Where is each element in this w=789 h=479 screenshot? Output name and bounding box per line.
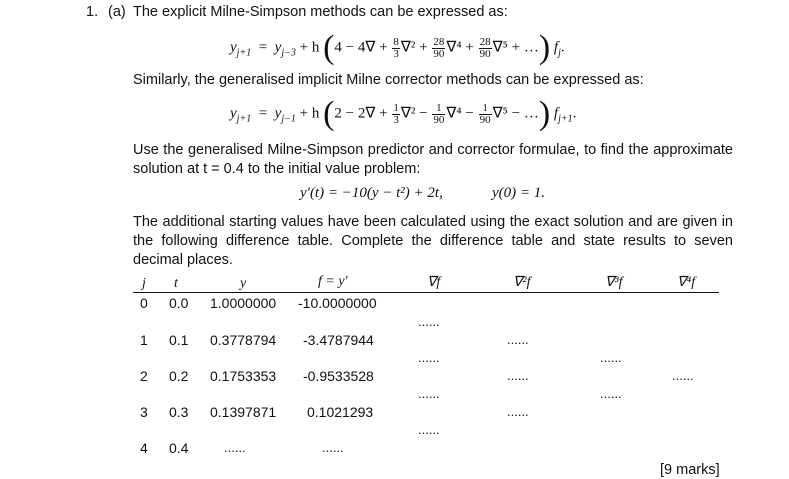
similarly-text: Similarly, the generalised implicit Milne corrector methods can be expressed as: <box>133 72 644 88</box>
header-nabla4-f: ∇⁴f <box>677 275 696 290</box>
row3-t: 0.3 <box>169 404 189 420</box>
header-nabla2-f: ∇²f <box>513 275 531 290</box>
use-text: Use the generalised Milne-Simpson predictor and corrector formulae, to find the approximate solution at t = 0.4 to the initial value problem: <box>133 142 733 177</box>
row1-j: 1 <box>140 332 148 348</box>
row2-t: 0.2 <box>169 368 189 384</box>
marks-label: [9 marks] <box>660 462 720 478</box>
row3-y: 0.1397871 <box>210 404 277 420</box>
row4-j: 4 <box>140 440 148 456</box>
additional-text: The additional starting values have been calculated using the exact solution and are given in the following difference table. Complete the difference table and state results to seven decimal places. <box>133 214 733 268</box>
header-nabla3-f: ∇³f <box>605 275 623 290</box>
header-y: y <box>240 276 247 291</box>
row2-y: 0.1753353 <box>210 368 277 384</box>
header-j: j <box>142 276 146 291</box>
blank-d4: ...... <box>672 368 694 383</box>
row3-j: 3 <box>140 404 148 420</box>
intro-text: The explicit Milne-Simpson methods can be expressed as: <box>133 4 508 20</box>
row1-y: 0.3778794 <box>210 332 277 348</box>
row4-y: ...... <box>224 440 246 455</box>
row0-t: 0.0 <box>169 295 189 311</box>
blank-d1-01: ...... <box>418 314 440 329</box>
row1-t: 0.1 <box>169 332 189 348</box>
question-number: 1. <box>86 4 99 20</box>
table-header-rule <box>133 292 719 293</box>
blank-d2-1: ...... <box>507 332 529 347</box>
ivp-ode: y′(t) = −10(y − t²) + 2t, <box>300 185 443 201</box>
blank-d3-1: ...... <box>600 350 622 365</box>
header-t: t <box>174 276 178 291</box>
row1-f: -3.4787944 <box>303 332 374 348</box>
row2-f: -0.9533528 <box>303 368 374 384</box>
row0-y: 1.0000000 <box>210 295 277 311</box>
header-nabla-f: ∇f <box>427 275 441 290</box>
row0-j: 0 <box>140 295 148 311</box>
row4-t: 0.4 <box>169 440 189 456</box>
row0-f: -10.0000000 <box>298 295 377 311</box>
blank-d1-23: ...... <box>418 386 440 401</box>
question-part: (a) <box>108 4 126 20</box>
blank-d1-12: ...... <box>418 350 440 365</box>
blank-d2-2: ...... <box>507 368 529 383</box>
blank-d1-34: ...... <box>418 422 440 437</box>
implicit-formula: $y_{j+1} = y_{j-1} + h$ (2 − 2∇ + $\frac{1}{3}$ ∇² − $\frac{1}{90}$ ∇⁴ − $\frac{1}{90}$ ∇⁵ − …) $f_{j+1}$. <box>230 95 577 132</box>
row3-f: 0.1021293 <box>307 404 374 420</box>
header-f: f = y′ <box>318 274 348 289</box>
blank-d3-2: ...... <box>600 386 622 401</box>
row2-j: 2 <box>140 368 148 384</box>
explicit-formula: $y_{j+1} = y_{j-3} + h$ (4 − 4∇ + $\frac{8}{3}$ ∇² + $\frac{28}{90}$ ∇⁴ + $\frac{28}{90}$ ∇⁵ + …) $f_j$. <box>230 29 565 66</box>
row4-f: ...... <box>322 440 344 455</box>
blank-d2-3: ...... <box>507 404 529 419</box>
ivp-initial-condition: y(0) = 1. <box>492 185 546 201</box>
